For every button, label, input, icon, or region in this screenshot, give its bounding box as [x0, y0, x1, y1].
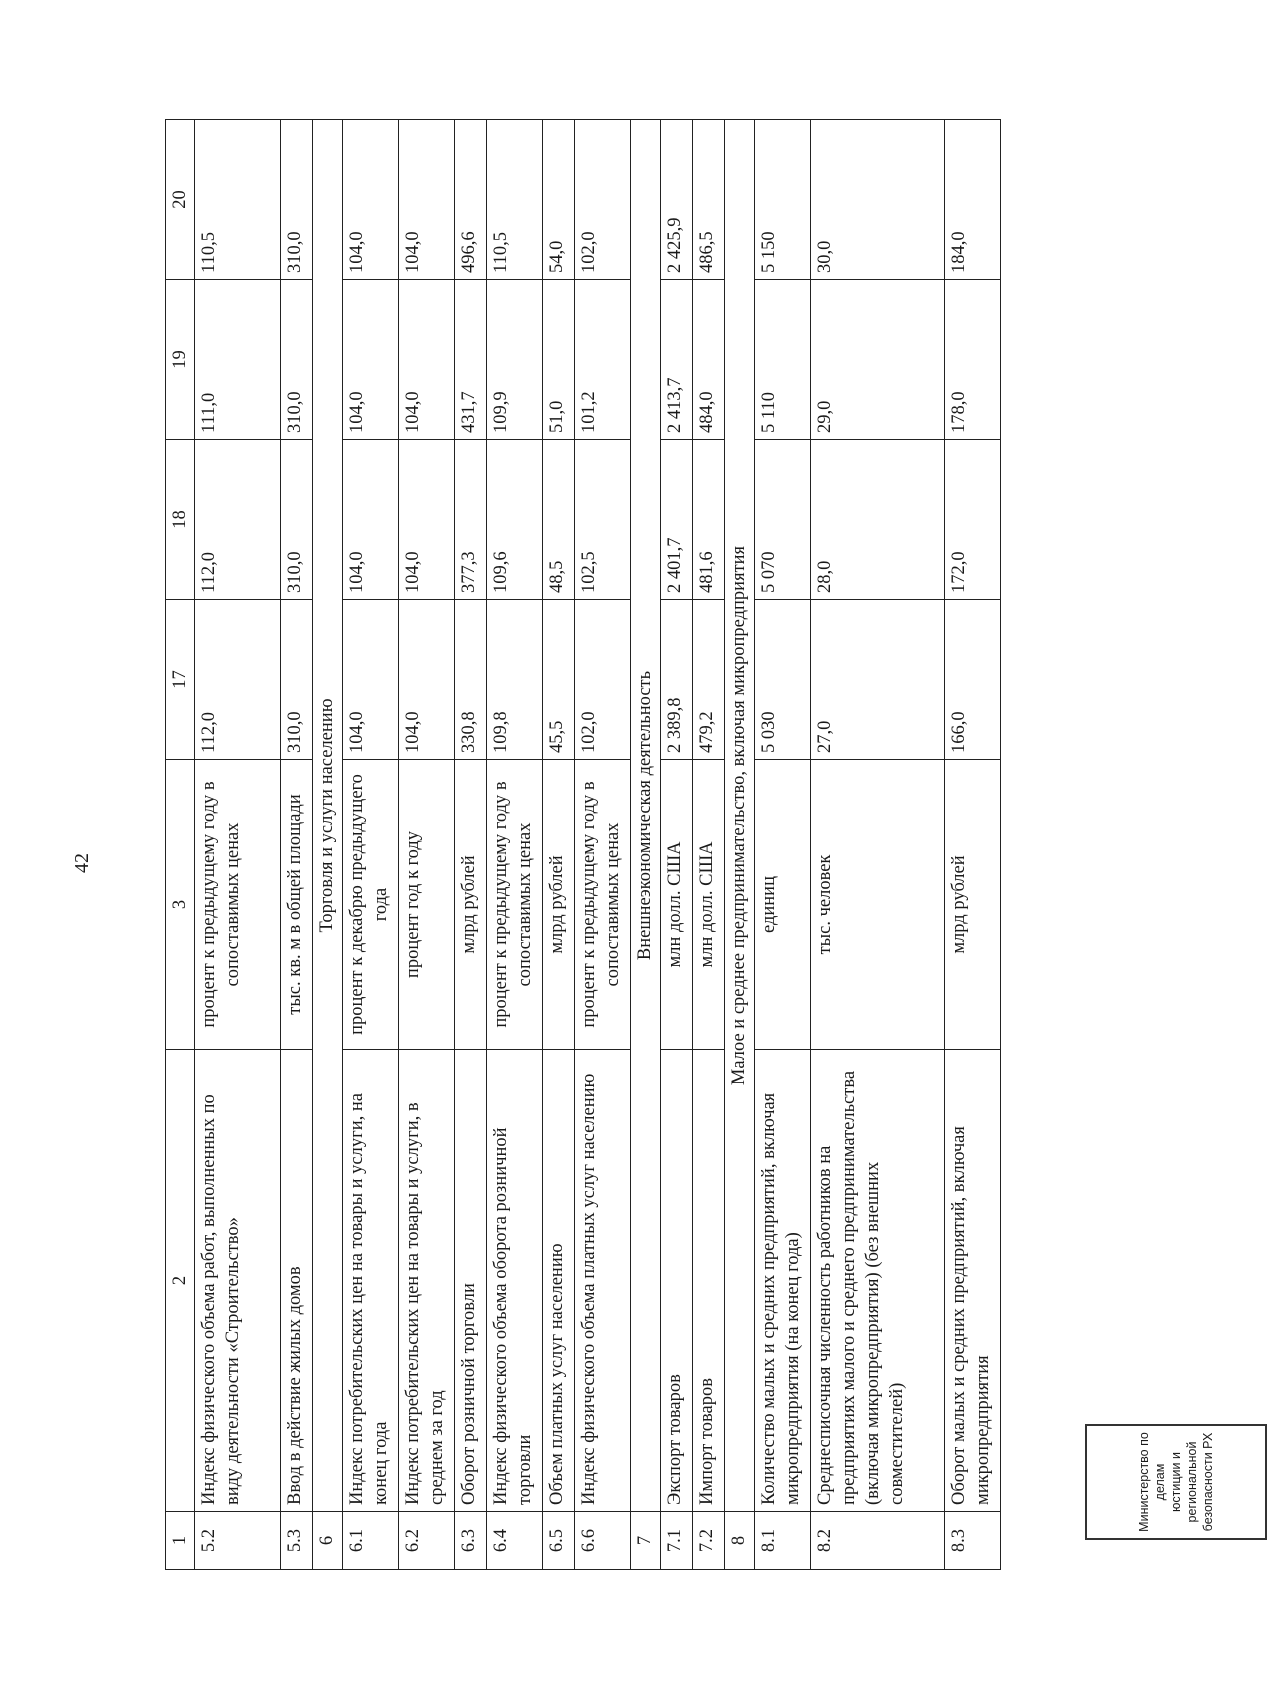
unit: млн долл. США: [693, 760, 725, 1050]
value-20: 310,0: [281, 120, 313, 280]
value-18: 481,6: [693, 440, 725, 600]
indicator-name: Оборот малых и средних предприятий, включая микропредприятия: [945, 1050, 1001, 1512]
row-code: 8.3: [945, 1512, 1001, 1570]
value-19: 111,0: [195, 280, 281, 440]
indicator-name: Оборот розничной торговли: [455, 1050, 487, 1512]
table-row: [455, 120, 487, 1570]
stamp-line: безопасности РХ: [1201, 1432, 1215, 1532]
value-20: 110,5: [487, 120, 543, 280]
table-row: [543, 120, 575, 1570]
indicator-name: Объем платных услуг населению: [543, 1050, 575, 1512]
stamp-line: Министерство по делам: [1137, 1432, 1167, 1532]
indicator-name: Среднесписочная численность работников на предприятиях малого и среднего предпринимательства (включая микропредприятия) (без внешних совместителей): [811, 1050, 945, 1512]
indicator-name: Индекс физического объема работ, выполненных по виду деятельности «Строительство»: [195, 1050, 281, 1512]
section-title: Внешнеэкономическая деятельность: [631, 120, 661, 1512]
unit: процент к предыдущему году в сопоставимых ценах: [487, 760, 543, 1050]
unit: млн долл. США: [661, 760, 693, 1050]
table-row: [661, 120, 693, 1570]
indicator-name: Индекс физического объема платных услуг населению: [575, 1050, 631, 1512]
unit: млрд рублей: [945, 760, 1001, 1050]
table-row: [811, 120, 945, 1570]
value-19: 104,0: [343, 280, 399, 440]
rotated-table-area: [165, 120, 1065, 1570]
value-18: 112,0: [195, 440, 281, 600]
indicator-name: Индекс потребительских цен на товары и услуги, в среднем за год: [399, 1050, 455, 1512]
value-19: 310,0: [281, 280, 313, 440]
page-number: 42: [71, 853, 93, 873]
indicator-name: Индекс потребительских цен на товары и услуги, на конец года: [343, 1050, 399, 1512]
value-17: 102,0: [575, 600, 631, 760]
unit: процент год к году: [399, 760, 455, 1050]
value-17: 5 030: [755, 600, 811, 760]
value-19: 5 110: [755, 280, 811, 440]
row-code: 7.1: [661, 1512, 693, 1570]
row-code: 6.2: [399, 1512, 455, 1570]
section-row: [725, 120, 755, 1570]
value-20: 104,0: [343, 120, 399, 280]
value-20: 5 150: [755, 120, 811, 280]
section-code: 7: [631, 1512, 661, 1570]
value-18: 28,0: [811, 440, 945, 600]
row-code: 5.2: [195, 1512, 281, 1570]
unit: единиц: [755, 760, 811, 1050]
indicator-name: Ввод в действие жилых домов: [281, 1050, 313, 1512]
stamp-line: юстиции и региональной: [1169, 1441, 1199, 1523]
value-17: 104,0: [399, 600, 455, 760]
section-title: Торговля и услуги населению: [313, 120, 343, 1512]
table-row: [195, 120, 281, 1570]
row-code: 6.5: [543, 1512, 575, 1570]
row-code: 6.1: [343, 1512, 399, 1570]
table-row: [575, 120, 631, 1570]
value-18: 104,0: [343, 440, 399, 600]
value-20: 30,0: [811, 120, 945, 280]
value-20: 184,0: [945, 120, 1001, 280]
value-17: 109,8: [487, 600, 543, 760]
value-17: 2 389,8: [661, 600, 693, 760]
row-code: 5.3: [281, 1512, 313, 1570]
value-18: 310,0: [281, 440, 313, 600]
header-col-20: 20: [166, 120, 195, 280]
value-18: 2 401,7: [661, 440, 693, 600]
row-code: 8.1: [755, 1512, 811, 1570]
value-20: 110,5: [195, 120, 281, 280]
section-code: 8: [725, 1512, 755, 1570]
value-19: 2 413,7: [661, 280, 693, 440]
header-col-1: 1: [166, 1512, 195, 1570]
row-code: 6.6: [575, 1512, 631, 1570]
table-row: [343, 120, 399, 1570]
table-row: [281, 120, 313, 1570]
value-19: 109,9: [487, 280, 543, 440]
row-code: 8.2: [811, 1512, 945, 1570]
value-17: 104,0: [343, 600, 399, 760]
ministry-stamp: [1085, 1424, 1267, 1540]
table-body: [195, 120, 1001, 1570]
table-header-row: [166, 120, 195, 1570]
value-20: 104,0: [399, 120, 455, 280]
value-17: 479,2: [693, 600, 725, 760]
section-row: [631, 120, 661, 1570]
value-18: 172,0: [945, 440, 1001, 600]
unit: тыс. человек: [811, 760, 945, 1050]
value-17: 27,0: [811, 600, 945, 760]
table-row: [693, 120, 725, 1570]
row-code: 6.4: [487, 1512, 543, 1570]
header-col-19: 19: [166, 280, 195, 440]
unit: тыс. кв. м в общей площади: [281, 760, 313, 1050]
value-18: 104,0: [399, 440, 455, 600]
header-col-3: 3: [166, 760, 195, 1050]
value-17: 310,0: [281, 600, 313, 760]
section-code: 6: [313, 1512, 343, 1570]
indicator-name: Количество малых и средних предприятий, включая микропредприятия (на конец года): [755, 1050, 811, 1512]
value-20: 2 425,9: [661, 120, 693, 280]
value-17: 45,5: [543, 600, 575, 760]
value-18: 48,5: [543, 440, 575, 600]
unit: млрд рублей: [543, 760, 575, 1050]
value-17: 330,8: [455, 600, 487, 760]
value-18: 109,6: [487, 440, 543, 600]
table-row: [755, 120, 811, 1570]
section-title: Малое и среднее предпринимательство, включая микропредприятия: [725, 120, 755, 1512]
value-19: 51,0: [543, 280, 575, 440]
value-19: 431,7: [455, 280, 487, 440]
header-col-17: 17: [166, 600, 195, 760]
value-20: 486,5: [693, 120, 725, 280]
value-19: 29,0: [811, 280, 945, 440]
header-col-2: 2: [166, 1050, 195, 1512]
value-19: 101,2: [575, 280, 631, 440]
value-18: 377,3: [455, 440, 487, 600]
unit: млрд рублей: [455, 760, 487, 1050]
table-row: [945, 120, 1001, 1570]
value-18: 102,5: [575, 440, 631, 600]
value-20: 496,6: [455, 120, 487, 280]
value-17: 112,0: [195, 600, 281, 760]
value-19: 484,0: [693, 280, 725, 440]
table-row: [399, 120, 455, 1570]
unit: процент к предыдущему году в сопоставимых ценах: [195, 760, 281, 1050]
value-17: 166,0: [945, 600, 1001, 760]
header-col-18: 18: [166, 440, 195, 600]
value-20: 102,0: [575, 120, 631, 280]
row-code: 7.2: [693, 1512, 725, 1570]
indicators-table: [165, 119, 1001, 1570]
value-19: 178,0: [945, 280, 1001, 440]
section-row: [313, 120, 343, 1570]
indicator-name: Экспорт товаров: [661, 1050, 693, 1512]
value-20: 54,0: [543, 120, 575, 280]
value-18: 5 070: [755, 440, 811, 600]
indicator-name: Импорт товаров: [693, 1050, 725, 1512]
value-19: 104,0: [399, 280, 455, 440]
unit: процент к предыдущему году в сопоставимых ценах: [575, 760, 631, 1050]
unit: процент к декабрю предыдущего года: [343, 760, 399, 1050]
table-row: [487, 120, 543, 1570]
row-code: 6.3: [455, 1512, 487, 1570]
indicator-name: Индекс физического объема оборота розничной торговли: [487, 1050, 543, 1512]
